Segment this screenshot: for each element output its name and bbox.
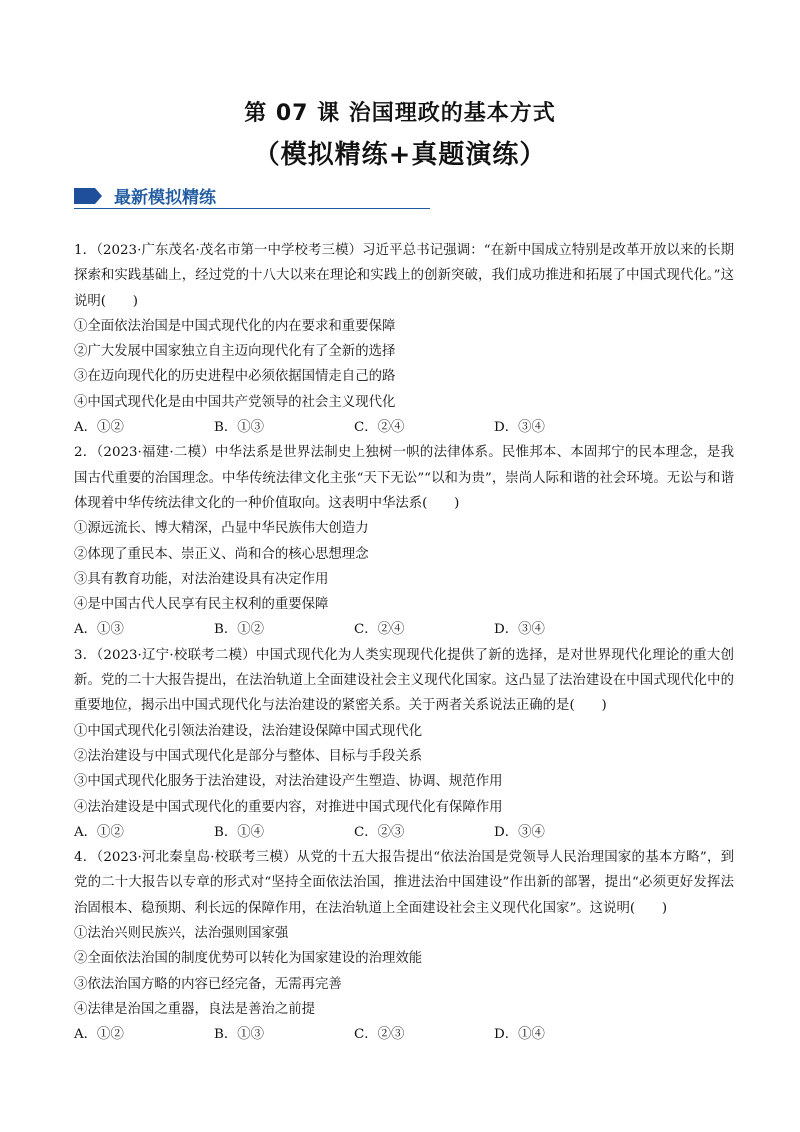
lesson-title: 第 07 课 治国理政的基本方式 (244, 101, 556, 126)
section-title: 最新模拟精练 (114, 188, 216, 208)
choice-d: D．③④ (494, 622, 545, 638)
choice-a: A．①③ (74, 622, 124, 638)
choice-c: C．②③ (354, 1027, 405, 1043)
choice-d: D．③④ (494, 420, 545, 436)
question-option: ①法治兴则民族兴，法治强则国家强 (74, 926, 289, 942)
choice-d: D．①④ (494, 1027, 545, 1043)
answer-choices (74, 820, 734, 845)
question-3 (74, 643, 734, 845)
question-list (74, 238, 734, 1048)
choice-a: A．①② (74, 420, 124, 436)
question-option: ③在迈向现代化的历史进程中必须依据国情走自己的路 (74, 369, 396, 385)
question-option: ②法治建设与中国式现代化是部分与整体、目标与手段关系 (74, 748, 423, 764)
question-option: ①全面依法治国是中国式现代化的内在要求和重要保障 (74, 318, 396, 334)
choice-c: C．②④ (354, 622, 405, 638)
question-stem: 1．（2023·广东茂名·茂名市第一中学校考三模）习近平总书记强调：“在新中国成立特别是改革开放以来的长期探索和实践基础上，经过党的十八大以来在理论和实践上的创新突破，我们成功推进和拓展了中国式现代化。”这说明( ) (74, 243, 734, 309)
choice-a: A．①② (74, 824, 124, 840)
question-option: ②广大发展中国家独立自主迈向现代化有了全新的选择 (74, 344, 396, 360)
choice-b: B．①④ (214, 824, 265, 840)
choice-a: A．①② (74, 1027, 124, 1043)
section-header (74, 182, 430, 209)
choice-c: C．②④ (354, 420, 405, 436)
question-stem: 4．（2023·河北秦皇岛·校联考三模）从党的十五大报告提出“依法治国是党领导人民治理国家的基本方略”，到党的二十大报告以专章的形式对“坚持全面依法治国，推进法治中国建设”作出新的部署，提出“必须更好发挥法治固根本、稳预期、利长远的保障作用，在法治轨道上全面建设社会主义现代化国家”。这说明( ) (74, 850, 734, 916)
choice-b: B．①③ (214, 420, 265, 436)
question-option: ①中国式现代化引领法治建设，法治建设保障中国式现代化 (74, 723, 423, 739)
question-option: ④法治建设是中国式现代化的重要内容，对推进中国式现代化有保障作用 (74, 799, 503, 815)
question-1 (74, 238, 734, 440)
question-option: ③具有教育功能，对法治建设具有决定作用 (74, 571, 329, 587)
choice-b: B．①② (214, 622, 265, 638)
question-option: ④是中国古代人民享有民主权利的重要保障 (74, 597, 329, 613)
section-bar-icon (74, 188, 102, 204)
choice-c: C．②③ (354, 824, 405, 840)
question-4 (74, 845, 734, 1047)
choice-d: D．③④ (494, 824, 545, 840)
answer-choices (74, 415, 734, 440)
question-option: ②体现了重民本、崇正义、尚和合的核心思想理念 (74, 546, 369, 562)
question-option: ③中国式现代化服务于法治建设，对法治建设产生塑造、协调、规范作用 (74, 774, 503, 790)
question-stem: 2．（2023·福建·二模）中华法系是世界法制史上独树一帜的法律体系。民惟邦本、本固邦宁的民本理念，是我国古代重要的治国理念。中华传统法律文化主张“天下无讼”“以和为贵”，崇尚人际和谐的社会环境。无讼与和谐体现着中华传统法律文化的一种价值取向。这表明中华法系( ) (74, 445, 734, 511)
lesson-subtitle: （模拟精练+真题演练） (253, 140, 547, 170)
question-option: ③依法治国方略的内容已经完备，无需再完善 (74, 976, 342, 992)
question-option: ④法律是治国之重器，良法是善治之前提 (74, 1001, 316, 1017)
question-option: ①源远流长、博大精深，凸显中华民族伟大创造力 (74, 521, 369, 537)
question-stem: 3．（2023·辽宁·校联考二模）中国式现代化为人类实现现代化提供了新的选择，是对世界现代化理论的重大创新。党的二十大报告提出，在法治轨道上全面建设社会主义现代化国家。这凸显了法治建设在中国式现代化中的重要地位，揭示出中国式现代化与法治建设的紧密关系。关于两者关系说法正确的是( ) (74, 647, 734, 714)
choice-b: B．①③ (214, 1027, 265, 1043)
question-option: ④中国式现代化是由中国共产党领导的社会主义现代化 (74, 394, 396, 410)
answer-choices (74, 617, 734, 642)
question-2 (74, 440, 734, 642)
answer-choices (74, 1022, 734, 1047)
question-option: ②全面依法治国的制度优势可以转化为国家建设的治理效能 (74, 951, 423, 967)
